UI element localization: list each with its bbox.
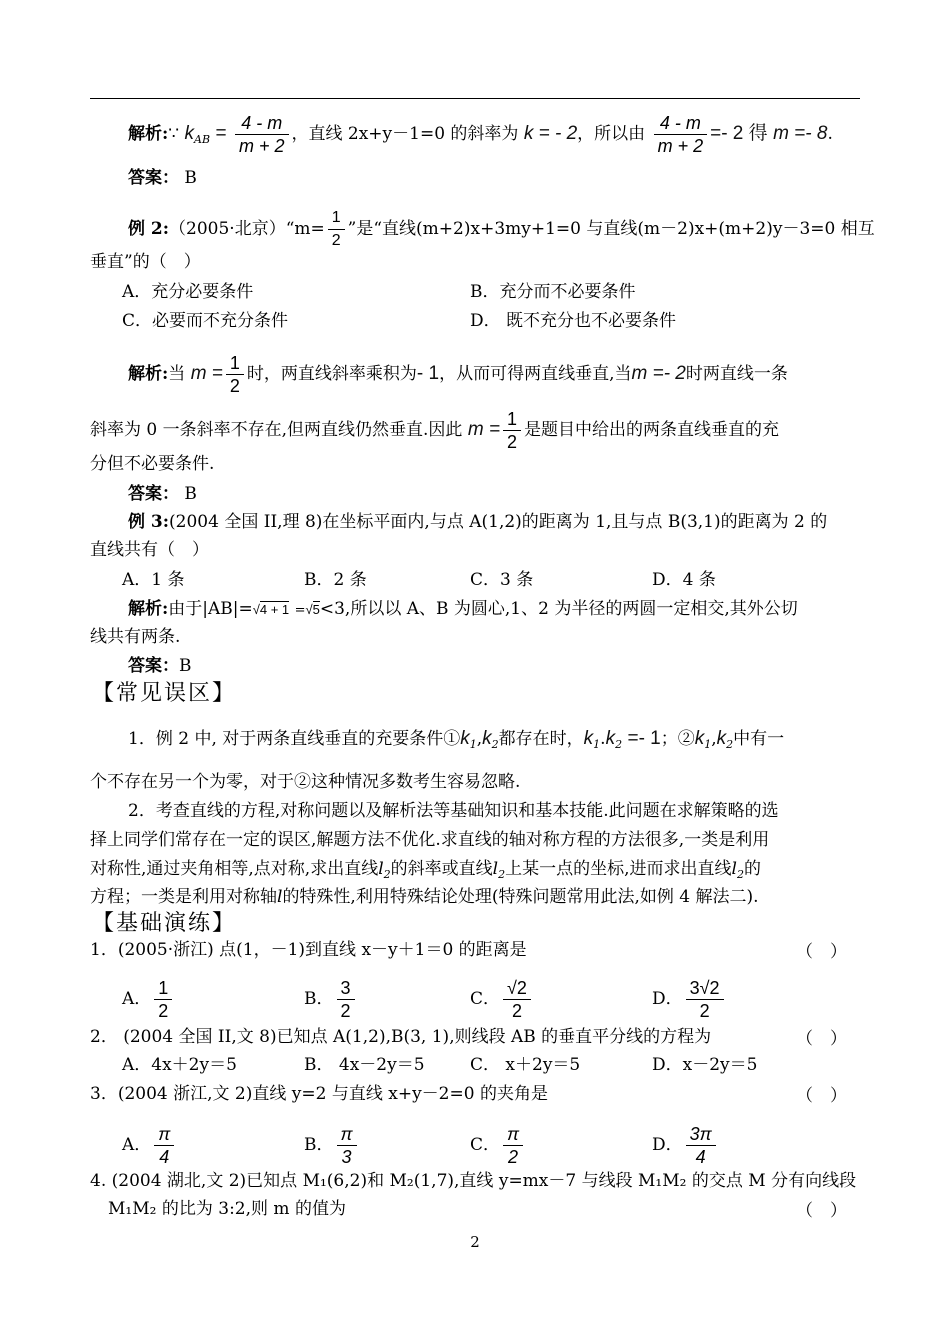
k-subscript: AB: [194, 133, 211, 146]
fraction-2: [654, 112, 708, 157]
sqrt-expr: √4 + 1: [252, 602, 290, 617]
sqrt-expr-2: √5: [305, 602, 320, 617]
because-symbol: ∵: [168, 124, 180, 144]
option-label: A．: [122, 989, 152, 1009]
fraction: [154, 1123, 174, 1168]
q3-option-d: [652, 1123, 719, 1168]
fraction-denominator: 2: [337, 999, 355, 1022]
ex2-option-c: C．必要而不充分条件: [122, 311, 289, 331]
fraction-denominator: 2: [503, 1145, 523, 1168]
option-label: B．: [304, 989, 334, 1009]
pitfall-1-line-2: 个不存在另一个为零，对于②这种情况多数考生容易忽略.: [90, 772, 521, 792]
fraction: [503, 977, 531, 1022]
answer-label: 答案：: [128, 484, 179, 504]
fraction: [337, 977, 355, 1022]
text-b: 的斜率或直线: [390, 859, 493, 879]
subscript: 2: [498, 868, 506, 881]
ex3-option-c: C．3 条: [470, 570, 534, 590]
fraction-half: [328, 207, 345, 252]
fraction-numerator: √2: [507, 978, 527, 998]
q1-option-c: [470, 977, 534, 1022]
subscript: 1: [593, 738, 601, 751]
comma: ,: [476, 729, 483, 749]
ex3-option-a: A．1 条: [122, 570, 185, 590]
fraction-denominator: m + 2: [235, 134, 289, 157]
m-equals: m =: [467, 419, 501, 440]
k-symbol: k: [184, 123, 195, 144]
comma: ,: [711, 729, 717, 749]
fraction-denominator: 2: [503, 999, 531, 1022]
pitfall-2-line-4: [90, 884, 865, 910]
ex1-answer-line: [128, 165, 903, 191]
fraction-numerator: 1: [229, 353, 240, 373]
fraction: [686, 1123, 716, 1168]
sqrt-radicand: 4 + 1: [259, 602, 290, 617]
ex2-an-b: 时，两直线斜率乘积为: [246, 364, 417, 384]
fraction-denominator: 4: [686, 1145, 716, 1168]
fraction-numerator: 1: [331, 209, 341, 226]
answer-blank: （ ）: [796, 1029, 847, 1049]
ex3-analysis-line-2: 线共有两条.: [90, 627, 181, 647]
fraction-denominator: 2: [226, 374, 244, 397]
fraction-denominator: 2: [154, 999, 172, 1022]
ex3-an-b: <3,所以以 A、B 为圆心,1、2 为半径的两圆一定相交,其外公切: [319, 599, 798, 619]
question-2-stem: 2． (2004 全国 II,文 8)已知点 A(1,2),B(3, 1),则线段 AB 的垂直平分线的方程为: [90, 1027, 712, 1047]
subscript: 2: [736, 868, 744, 881]
sqrt-radicand: 5: [312, 602, 320, 617]
subscript: 2: [726, 738, 734, 751]
ex2-analysis-line-2: [90, 408, 865, 453]
k2-symbol: k: [482, 728, 492, 749]
ex3-question-line-1: [128, 509, 903, 535]
subscript: 2: [615, 738, 623, 751]
fraction-numerator: π: [340, 1124, 353, 1144]
option-label: D．: [652, 989, 683, 1009]
answer-blank: （ ）: [796, 942, 847, 962]
analysis-label: 解析:: [128, 599, 169, 619]
ex2-an2-a: 斜率为 0 一条斜率不存在,但两直线仍然垂直.因此: [90, 420, 463, 440]
text-a: 对称性,通过夹角相等,点对称,求出直线: [90, 859, 379, 879]
ex1-analysis-line: [128, 112, 903, 157]
subscript: 1: [704, 738, 712, 751]
ex1-mid-text: ，直线 2x+y－1=0 的斜率为: [291, 124, 519, 144]
ex2-text-a: （2005·北京）“m=: [169, 219, 325, 239]
l-symbol: l: [731, 859, 737, 879]
example-label: 例 3:: [128, 512, 170, 532]
pitfall-2-line-1: 2．考查直线的方程,对称问题以及解析法等基础知识和基本技能.此问题在求解策略的选: [128, 801, 779, 821]
ex2-question-line-1: [128, 207, 903, 252]
text-c: 上某一点的坐标,进而求出直线: [505, 859, 732, 879]
header-rule: [90, 98, 860, 99]
ex1-tail: =- 2 得: [710, 123, 768, 144]
answer-value: B: [184, 484, 197, 504]
question-1-stem: 1．(2005·浙江) 点(1，－1)到直线 x－y＋1＝0 的距离是: [90, 940, 527, 960]
ex2-option-d: D． 既不充分也不必要条件: [470, 311, 677, 331]
text-b: 的特殊性,利用特殊结论处理(特殊问题常用此法,如例 4 解法二).: [282, 887, 759, 907]
answer-blank: （ ）: [796, 1086, 847, 1106]
ex2-an-d: 时两直线一条: [685, 364, 788, 384]
fraction-denominator: 2: [503, 430, 521, 453]
fraction-1: [235, 112, 289, 157]
ex2-analysis-line-3: 分但不必要条件.: [90, 454, 215, 474]
q3-option-b: [304, 1123, 360, 1168]
pitfall1-text-c: ；②: [660, 729, 695, 749]
l-symbol: l: [378, 859, 384, 879]
text-d: 的: [743, 859, 761, 879]
fraction-numerator: 3: [340, 978, 351, 998]
answer-blank: （ ）: [796, 1201, 847, 1221]
fraction-half: [503, 408, 521, 453]
m-equals: m =: [190, 363, 223, 384]
question-3-stem: 3．(2004 浙江,文 2)直线 y=2 与直线 x+y－2=0 的夹角是: [90, 1084, 548, 1104]
q3-option-c: [470, 1123, 526, 1168]
option-label: B．: [304, 1135, 334, 1155]
fraction-denominator: 2: [686, 999, 724, 1022]
text-a: 方程；一类是利用对称轴: [90, 887, 277, 907]
example-label: 例 2:: [128, 219, 170, 239]
ex2-an2-b: 是题目中给出的两条直线垂直的充: [524, 420, 780, 440]
k1-symbol: k: [694, 728, 705, 749]
fraction-numerator: π: [507, 1124, 520, 1144]
result-expr: m =- 8: [773, 123, 828, 144]
subscript: 2: [383, 868, 391, 881]
ex3-an-a: 由于|AB|=: [168, 599, 253, 619]
l-symbol: l: [277, 887, 283, 907]
ex2-text-b: ”是“直线(m+2)x+3my+1=0 与直线(m－2)x+(m+2)y－3=0 相互: [347, 219, 875, 239]
option-label: D．: [652, 1135, 683, 1155]
fraction-denominator: 4: [154, 1145, 174, 1168]
dot: .: [600, 729, 606, 749]
answer-label: 答案：: [128, 656, 179, 676]
answer-label: 答案：: [128, 168, 179, 188]
page-number: 2: [470, 1233, 480, 1251]
q2-option-d: D．x－2y＝5: [652, 1055, 758, 1075]
fraction-numerator: 4 - m: [241, 113, 283, 133]
fraction: [686, 977, 724, 1022]
equals-sign: =: [294, 603, 306, 618]
pitfall1-text-b: 都存在时，: [498, 729, 584, 749]
fraction-denominator: 2: [328, 229, 345, 252]
answer-value: B: [184, 168, 197, 188]
fraction-denominator: m + 2: [654, 134, 708, 157]
question-4-line-1: 4. (2004 湖北,文 2)已知点 M₁(6,2)和 M₂(1,7),直线 y=mx－7 与线段 M₁M₂ 的交点 M 分有向线段: [90, 1171, 857, 1191]
neg-one: - 1: [416, 363, 440, 384]
ex3-text: (2004 全国 II,理 8)在坐标平面内,与点 A(1,2)的距离为 1,且与点 B(3,1)的距离为 2 的: [169, 512, 828, 532]
q1-option-d: [652, 977, 727, 1022]
fraction-denominator: 3: [337, 1145, 357, 1168]
fraction-numerator: 1: [158, 978, 169, 998]
q1-option-b: [304, 977, 358, 1022]
l-symbol: l: [492, 859, 499, 879]
ex3-question-line-2: 直线共有（ ）: [90, 540, 209, 560]
q2-option-b: B． 4x－2y＝5: [304, 1055, 425, 1075]
analysis-label: 解析:: [128, 124, 169, 144]
equals-neg-one: =- 1: [627, 728, 661, 749]
option-label: C．: [470, 989, 501, 1009]
ex3-analysis-line-1: [128, 596, 903, 624]
ex2-option-a: A．充分必要条件: [122, 282, 254, 302]
q3-option-a: [122, 1123, 177, 1168]
ex2-an-c: ，从而可得两直线垂直,当: [439, 364, 632, 384]
fraction-numerator: 1: [507, 409, 518, 429]
m-equals-neg2: m =- 2: [631, 363, 686, 384]
ex3-option-b: B．2 条: [304, 570, 367, 590]
ex2-an-a: 当: [168, 364, 186, 384]
period: .: [827, 124, 833, 144]
fraction: [337, 1123, 357, 1168]
fraction-numerator: 3√2: [689, 978, 720, 998]
ex2-answer-line: [128, 481, 903, 507]
ex3-option-d: D．4 条: [652, 570, 716, 590]
equals-sign: =: [215, 123, 227, 144]
pitfall-2-line-2: 择上同学们常存在一定的误区,解题方法不优化.求直线的轴对称方程的方法很多,一类是利用: [90, 830, 770, 850]
answer-value: B: [179, 656, 192, 676]
k2-symbol: k: [716, 728, 727, 749]
k1-symbol: k: [583, 728, 594, 749]
subscript: 1: [469, 738, 477, 751]
k2-symbol: k: [605, 728, 616, 749]
option-label: A．: [122, 1135, 152, 1155]
ex2-analysis-line-1: [128, 352, 903, 397]
pitfall-1-line-1: [128, 726, 903, 758]
fraction: [503, 1123, 523, 1168]
analysis-label: 解析:: [128, 364, 169, 384]
q1-option-a: [122, 977, 175, 1022]
section-heading-practice: 【基础演练】: [92, 911, 237, 936]
pitfall1-text-a: 1．例 2 中, 对于两条直线垂直的充要条件①: [128, 729, 461, 749]
q2-option-c: C． x＋2y＝5: [470, 1055, 581, 1075]
ex2-question-line-2: 垂直”的（ ）: [90, 252, 201, 272]
slope-expr: k = - 2: [523, 123, 578, 144]
fraction-numerator: 4 - m: [659, 113, 701, 133]
ex2-option-b: B．充分而不必要条件: [470, 282, 636, 302]
fraction-numerator: π: [158, 1124, 171, 1144]
fraction: [154, 977, 172, 1022]
subscript: 2: [491, 738, 499, 751]
q2-option-a: A．4x＋2y＝5: [122, 1055, 237, 1075]
ex1-mid-text-2: ，所以由: [577, 124, 646, 144]
fraction-half: [226, 352, 244, 397]
fraction-numerator: 3π: [689, 1124, 712, 1144]
ex3-answer-line: [128, 653, 903, 679]
section-heading-pitfalls: 【常见误区】: [92, 681, 237, 706]
k1-symbol: k: [460, 728, 470, 749]
question-4-line-2: M₁M₂ 的比为 3:2,则 m 的值为: [108, 1199, 346, 1219]
pitfall1-text-d: 中有一: [733, 729, 785, 749]
option-label: C．: [470, 1135, 501, 1155]
